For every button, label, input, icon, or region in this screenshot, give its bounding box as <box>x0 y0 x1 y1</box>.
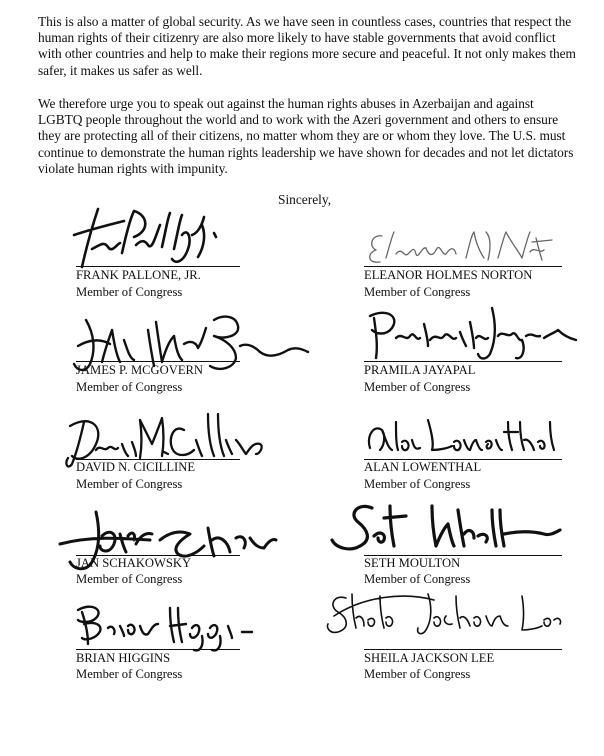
signatory-name: ALAN LOWENTHAL <box>364 460 482 474</box>
signatory-name: SHEILA JACKSON LEE <box>364 651 495 665</box>
closing-salutation: Sincerely, <box>278 192 332 207</box>
signature-line <box>364 649 562 650</box>
signatory-name: DAVID N. CICILLINE <box>76 460 196 474</box>
signature-moulton <box>328 496 568 560</box>
signature-line <box>76 266 240 267</box>
signature-line <box>76 649 240 650</box>
signatory-title: Member of Congress <box>364 477 471 491</box>
signatory-name: ELEANOR HOLMES NORTON <box>364 268 533 282</box>
signatory-name: JAMES P. MCGOVERN <box>76 363 204 377</box>
signatory-name: FRANK PALLONE, JR. <box>76 268 201 282</box>
signature-higgins <box>62 598 262 654</box>
signatory-title: Member of Congress <box>364 285 471 299</box>
signatory-title: Member of Congress <box>76 667 183 681</box>
signatory-name: PRAMILA JAYAPAL <box>364 363 476 377</box>
signature-norton <box>362 224 562 268</box>
signature-pallone <box>64 205 244 271</box>
signatory-title: Member of Congress <box>364 380 471 394</box>
signatory-title: Member of Congress <box>76 285 183 299</box>
signatory-title: Member of Congress <box>364 572 471 586</box>
signatory-title: Member of Congress <box>76 477 183 491</box>
signature-line <box>364 361 562 362</box>
signature-jayapal <box>362 302 582 364</box>
signatory-name: JAN SCHAKOWSKY <box>76 556 192 570</box>
body-paragraph-urge: We therefore urge you to speak out against the human rights abuses in Azerbaijan and against LGBTQ people throughout the world and to work with the Azeri government and others to ensure they are protecting all of their citizens, no matter whom they are or whom they love. The U.S. must continue to demonstrate the human rights leadership we have shown for decades and not let dictators violate human rights with impunity. <box>38 96 574 176</box>
signature-line <box>76 361 240 362</box>
signature-line <box>364 266 562 267</box>
signatory-title: Member of Congress <box>76 380 183 394</box>
signatory-title: Member of Congress <box>364 667 471 681</box>
signatory-title: Member of Congress <box>76 572 183 586</box>
signatory-name: BRIAN HIGGINS <box>76 651 171 665</box>
body-paragraph-security: This is also a matter of global security. As we have seen in countless cases, countries that respect the human rights of their citizenry are also more likely to have stable governments that avoid conflict with other countries and help to make their regions more secure and peaceful. It not only makes them safer, it makes us safer as well. <box>38 14 576 78</box>
signature-jackson-lee <box>324 586 564 644</box>
signature-lowenthal <box>362 414 562 464</box>
signatory-name: SETH MOULTON <box>364 556 461 570</box>
